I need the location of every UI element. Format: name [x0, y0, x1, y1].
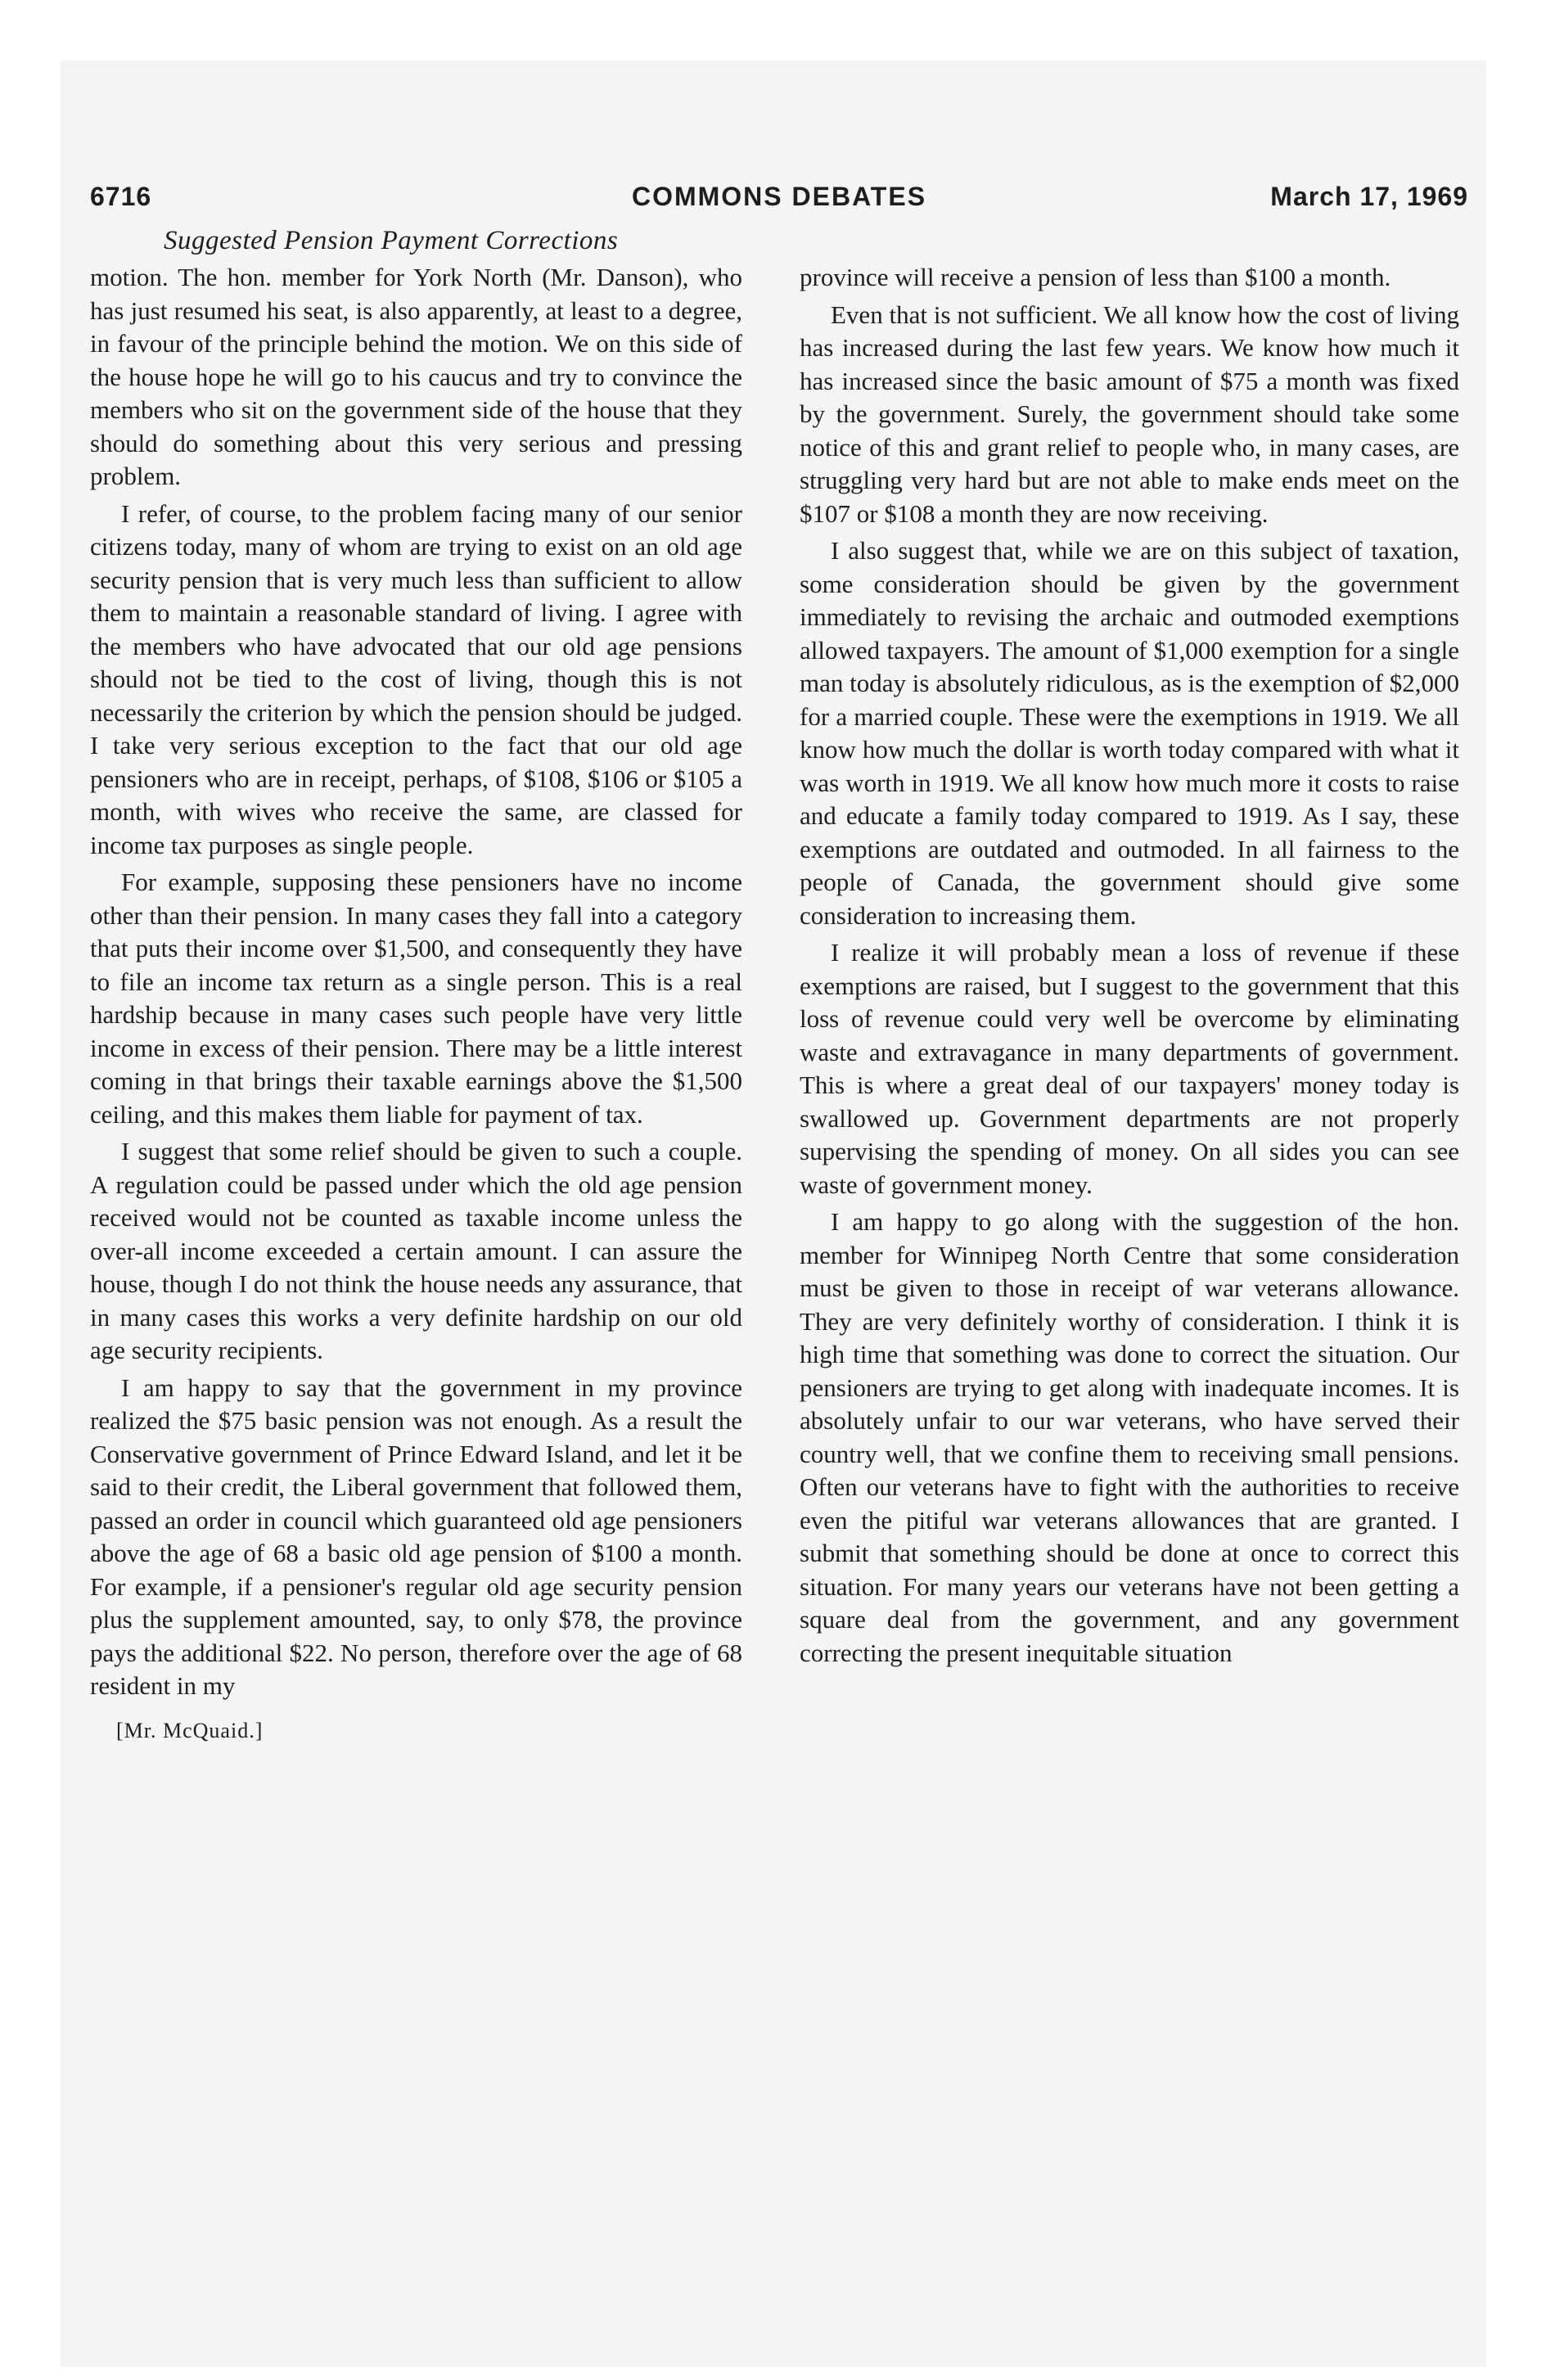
paragraph: I suggest that some relief should be given to such a couple. A regulation could be passed under which the old age pension received would not be counted as taxable income unless the over-all income exceeded a certain amount. I can assure the house, though I do not think the house needs any assurance, that in many cases this works a very definite hardship on our old age security recipients.: [90, 1137, 742, 1364]
debate-date: March 17, 1969: [1270, 182, 1468, 211]
page-header: [90, 182, 1468, 223]
paragraph: province will receive a pension of less than $100 a month.: [800, 263, 1391, 291]
paragraph: I am happy to say that the government in my province realized the $75 basic pension was not enough. As a result the Conservative government of Prince Edward Island, and let it be said to their credit, the Liberal government that followed them, passed an order in council which guaranteed old age pensioners above the age of 68 a basic old age pension of $100 a month. For example, if a pensioner's regular old age security pension plus the supplement amounted, say, to only $78, the province pays the additional $22. No person, therefore over the age of 68 resident in my: [90, 1373, 742, 1700]
paragraph: motion. The hon. member for York North (Mr. Danson), who has just resumed his seat, is also apparently, at least to a degree, in favour of the principle behind the motion. We on this side of the house hope he will go to his caucus and try to convince the members who sit on the government side of the house that they should do something about this very serious and pressing problem.: [90, 263, 742, 490]
paragraph: Even that is not sufficient. We all know how the cost of living has increased during the last few years. We know how much it has increased since the basic amount of $75 a month was fixed by the government. Surely, the government should take some notice of this and grant relief to people who, in many cases, are struggling very hard but are not able to make ends meet on the $107 or $108 a month they are now receiving.: [800, 300, 1459, 528]
paragraph: For example, supposing these pensioners have no income other than their pension. In many cases they fall into a category that puts their income over $1,500, and consequently they have to file an income tax return as a single person. This is a real hardship because in many cases such people have very little income in excess of their pension. There may be a little interest coming in that brings their taxable earnings above the $1,500 ceiling, and this makes them liable for payment of tax.: [90, 868, 742, 1129]
page-number: 6716: [90, 182, 152, 211]
right-column: [800, 261, 1459, 1674]
paragraph: I am happy to go along with the suggestion of the hon. member for Winnipeg North Centre that some consideration must be given to those in receipt of war veterans allowance. They are very definitely worthy of consideration. I think it is high time that something was done to correct the situation. Our pensioners are trying to get along with inadequate incomes. It is absolutely unfair to our war veterans, who have served their country well, that we confine them to receiving small pensions. Often our veterans have to fight with the authorities to receive even the pitiful war veterans allowances that are granted. I submit that something should be done at once to correct this situation. For many years our veterans have not been getting a square deal from the government, and any government correcting the present inequitable situation: [800, 1207, 1459, 1667]
speaker-attribution: [Mr. McQuaid.]: [116, 1718, 264, 1742]
section-subheading: Suggested Pension Payment Corrections: [164, 226, 619, 255]
left-column: [90, 261, 742, 1747]
journal-title: COMMONS DEBATES: [631, 182, 927, 211]
paragraph: I refer, of course, to the problem facing many of our senior citizens today, many of whom are trying to exist on an old age security pension that is very much less than sufficient to allow them to maintain a reasonable standard of living. I agree with the members who have advocated that our old age pensions should not be tied to the cost of living, though this is not necessarily the criterion by which the pension should be judged. I take very serious exception to the fact that our old age pensioners who are in receipt, perhaps, of $108, $106 or $105 a month, with wives who receive the same, are classed for income tax purposes as single people.: [90, 498, 742, 859]
paragraph: I realize it will probably mean a loss of revenue if these exemptions are raised, but I suggest to the government that this loss of revenue could very well be overcome by eliminating waste and extravagance in many departments of government. This is where a great deal of our taxpayers' money today is swallowed up. Government departments are not properly supervising the spending of money. On all sides you can see waste of government money.: [800, 938, 1459, 1199]
paragraph: I also suggest that, while we are on this subject of taxation, some consideration should be given by the government immediately to revising the archaic and outmoded exemptions allowed taxpayers. The amount of $1,000 exemption for a single man today is absolutely ridiculous, as is the exemption of $2,000 for a married couple. These were the exemptions in 1919. We all know how much the dollar is worth today compared with what it was worth in 1919. We all know how much more it costs to raise and educate a family today compared to 1919. As I say, these exemptions are outdated and outmoded. In all fairness to the people of Canada, the government should give some consideration to increasing them.: [800, 536, 1459, 930]
